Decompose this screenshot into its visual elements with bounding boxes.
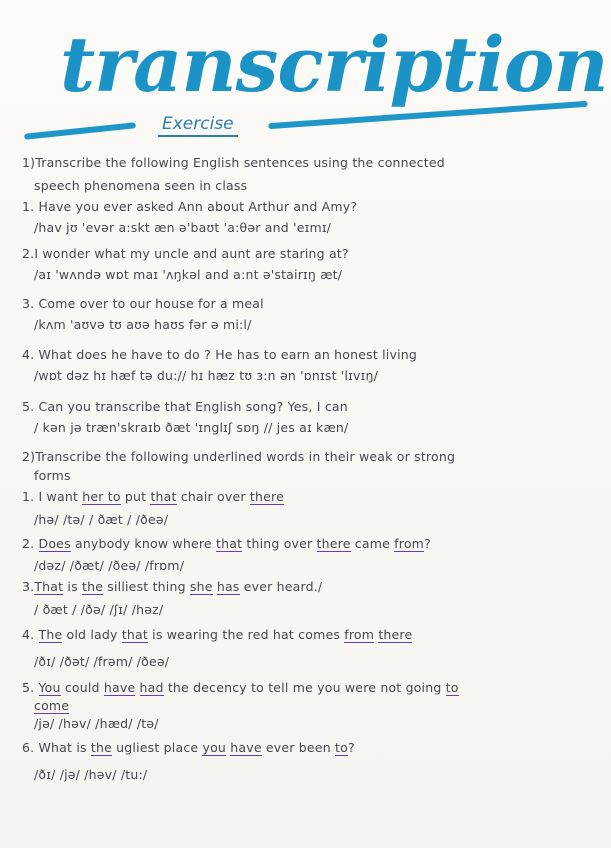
part2-ipa-3: / ðæt / /ðə/ /ʃɪ/ /həz/ <box>34 602 164 617</box>
text: 5. <box>22 680 39 695</box>
part2-sentence-5 <box>22 680 459 695</box>
part2-sentence-3 <box>22 579 322 594</box>
page-subtitle: Exercise <box>158 114 238 137</box>
part1-sentence-5: 5. Can you transcribe that English song? Yes, I can <box>22 399 348 414</box>
underlined-word: that <box>150 489 177 504</box>
underlined-word: You <box>38 680 61 695</box>
text: ? <box>347 740 355 755</box>
part2-ipa-5: /jə/ /həv/ /hæd/ /tə/ <box>34 716 159 731</box>
underlined-word: come <box>34 698 70 713</box>
underlined-word: she <box>189 579 213 594</box>
underlined-word: have <box>103 680 136 695</box>
text: ugliest place <box>112 740 203 755</box>
text: ever been <box>261 740 335 755</box>
part1-sentence-3: 3. Come over to our house for a meal <box>22 296 264 311</box>
underlined-word: her to <box>82 489 121 504</box>
underlined-word: from <box>394 536 425 551</box>
underlined-word: to <box>335 740 348 755</box>
part1-ipa-5: / kən jə træn'skraɪb ðæt 'ɪnglɪʃ sɒŋ // jes aɪ kæn/ <box>34 420 349 435</box>
text: could <box>60 680 104 695</box>
underlined-word: the <box>90 740 112 755</box>
part2-sentence-5-cont <box>34 698 69 713</box>
underlined-word: the <box>81 579 104 594</box>
underlined-word: you <box>202 740 227 755</box>
underlined-word: has <box>216 579 240 594</box>
part2-heading-line1: 2)Transcribe the following underlined words in their weak or strong <box>22 449 456 464</box>
underlined-word: have <box>230 740 262 755</box>
underlined-word: Does <box>38 536 71 551</box>
text: silliest thing <box>103 579 190 594</box>
text: ever heard./ <box>239 579 323 594</box>
text: 2. <box>22 536 39 551</box>
text: 6. What is <box>22 740 91 755</box>
underlined-word: there <box>249 489 284 504</box>
part2-sentence-6 <box>22 740 355 755</box>
part1-ipa-1: /hav jʊ 'evər a:skt æn ə'baʊt 'a:θər and 'eɪmɪ/ <box>34 220 332 235</box>
underlined-word: that <box>216 536 243 551</box>
part2-ipa-6: /ðɪ/ /jə/ /həv/ /tu:/ <box>34 767 148 782</box>
text: ? <box>424 536 431 551</box>
part1-heading-line1: 1)Transcribe the following English sentences using the connected <box>22 155 445 170</box>
underlined-word: from <box>344 627 375 642</box>
text: old lady <box>62 627 122 642</box>
underlined-word: That <box>34 579 64 594</box>
part1-sentence-4: 4. What does he have to do ? He has to earn an honest living <box>22 347 418 362</box>
part1-ipa-2: /aɪ 'wʌndə wɒt maɪ 'ʌŋkəl and a:nt ə'stairɪŋ æt/ <box>34 267 343 282</box>
part1-ipa-3: /kʌm 'aʊvə tʊ aʊə haʊs fər ə mi:l/ <box>34 317 252 332</box>
part2-sentence-1 <box>22 489 284 504</box>
text: is <box>63 579 82 594</box>
underlined-word: The <box>38 627 63 642</box>
text: is wearing the red hat comes <box>148 627 345 642</box>
underlined-word: that <box>121 627 148 642</box>
part2-ipa-4: /ðɪ/ /ðət/ /frəm/ /ðeə/ <box>34 654 170 669</box>
part2-heading-line2: forms <box>34 468 71 483</box>
text: 4. <box>22 627 39 642</box>
part1-heading-line2: speech phenomena seen in class <box>34 178 248 193</box>
part1-sentence-2: 2.I wonder what my uncle and aunt are staring at? <box>22 246 349 261</box>
text: 1. I want <box>22 489 83 504</box>
text: 3. <box>22 579 35 594</box>
part2-ipa-2: /dəz/ /ðæt/ /ðeə/ /frɒm/ <box>34 558 185 573</box>
part1-sentence-1: 1. Have you ever asked Ann about Arthur and Amy? <box>22 199 358 214</box>
part2-sentence-4 <box>22 627 412 642</box>
brush-stroke-left <box>24 122 136 140</box>
part2-sentence-2 <box>22 536 431 551</box>
underlined-word: there <box>378 627 413 642</box>
text: the decency to tell me you were not going <box>163 680 446 695</box>
underlined-word: there <box>316 536 351 551</box>
text: chair over <box>176 489 250 504</box>
underlined-word: to <box>445 680 459 695</box>
part2-ipa-1: /hə/ /tə/ / ðæt / /ðeə/ <box>34 512 169 527</box>
text: put <box>120 489 151 504</box>
underlined-word: had <box>139 680 164 695</box>
text: thing over <box>242 536 317 551</box>
part1-ipa-4: /wɒt dəz hɪ hæf tə du:// hɪ hæz tʊ ɜ:n ən 'ɒnɪst 'lɪvɪŋ/ <box>34 368 379 383</box>
page-title: transcription <box>60 20 608 109</box>
text: anybody know where <box>70 536 216 551</box>
text <box>135 680 139 695</box>
text: came <box>350 536 395 551</box>
